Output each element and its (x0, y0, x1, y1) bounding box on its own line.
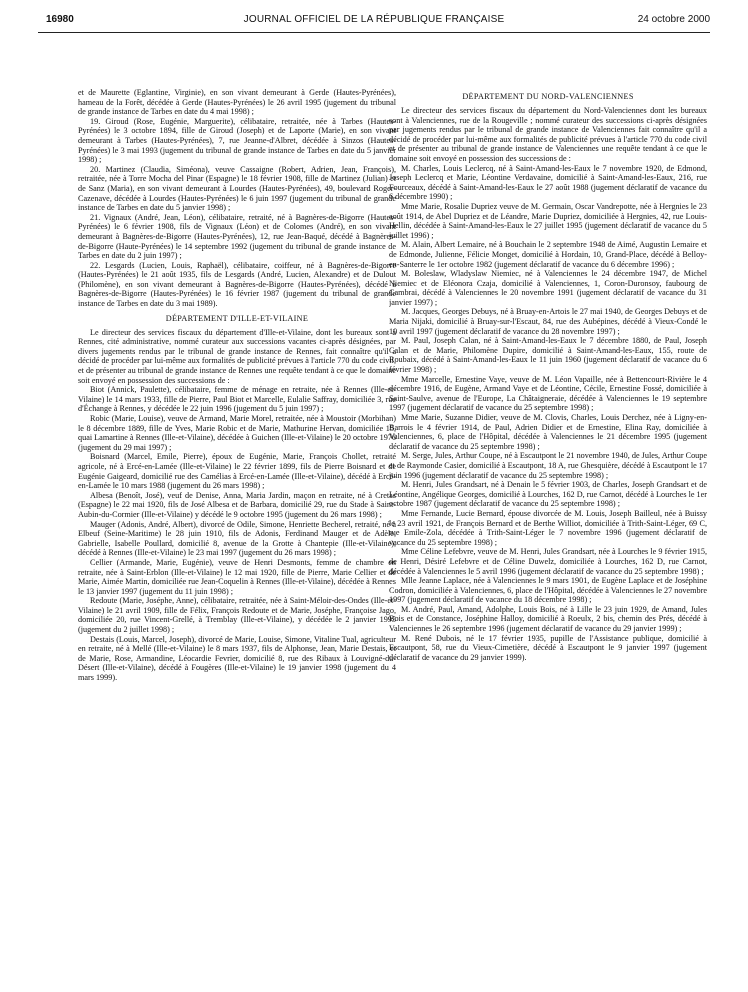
header-rule (38, 32, 710, 33)
entry-paragraph: Cellier (Armande, Marie, Eugénie), veuve de Henri Desmonts, femme de chambre en retraite, née à Saint-Erblon (Ille-et-Vilaine) le 12 mai 1920, fille de Pierre, Marie Cellier et de Marie, Aimée Martin, domiciliée rue Jean-Coquelin à Rennes (Ille-et-Vilaine), décédée à Rennes le 13 janvier 1997 (jugement du 11 juin 1998) ; (78, 557, 396, 596)
entry-paragraph: 22. Lesgards (Lucien, Louis, Raphaël), célibataire, coiffeur, né à Bagnères-de-Bigorre (Hautes-Pyrénées) le 21 août 1935, fils de Lesgards (André, Lucien, Alexandre) et de Dulout (Philomène), en son vivant demeurant à Bagnères-de-Bigorre (Hautes-Pyrénées), décédé à Bagnères-de-Bigorre (Hautes-Pyrénées) le 16 février 1987 (jugement du tribunal de grande instance de Tarbes en date du 3 mai 1989). (78, 260, 396, 309)
entry-paragraph: 21. Vignaux (André, Jean, Léon), célibataire, retraité, né à Bagnères-de-Bigorre (Hautes-Pyrénées) le 6 février 1908, fils de Vignaux (Léon) et de Colomes (André), en son vivant demeurant à Bagnères-de-Bigorre (Hautes-Pyrénées), 12, rue Jean-Baqué, décédé à Bagnères-de-Bigorre (Haute-Pyrénées) le 14 septembre 1992 (jugement du tribunal de grande instance de Tarbes en date du 2 juin 1997) ; (78, 212, 396, 261)
entry-paragraph: M. Serge, Jules, Arthur Coupe, né à Escautpont le 21 novembre 1940, de Jules, Arthur Coupe et de Raymonde Casier, domicilié à Escautpont, 18 A, rue Ghesquière, décédé à Escautpont le 17 juin 1996 (jugement déclaratif de vacance du 25 septembre 1998) ; (389, 451, 707, 480)
entry-paragraph: M. Paul, Joseph Calan, né à Saint-Amand-les-Eaux le 7 décembre 1880, de Paul, Joseph Calan et de Marie, Philomène Dupire, domicilié à Saint-Amand-les-Eaux, 155, route de Roubaix, décédé à Saint-Amand-les-Eaux le 11 juin 1960 (jugement déclaratif de vacance du 6 février 1998) ; (389, 336, 707, 375)
entry-paragraph: Redoute (Marie, Joséphe, Anne), célibataire, retraitée, née à Saint-Méloir-des-Ondes (Ille-et-Vilaine) le 21 avril 1909, fille de Félix, François Redoute et de Marie, Joséphe, Françoise Jago, domiciliée 20, rue Vincent-Grellé, à Tremblay (Ille-et-Vilaine), y décédée le 2 janvier 1995 (jugement du 2 juillet 1998) ; (78, 596, 396, 635)
entry-paragraph: M. André, Paul, Amand, Adolphe, Louis Bois, né à Lille le 23 juin 1929, de Amand, Jules Bois et de Constance, Joséphine Halloy, domicilié à Roeulx, 2 bis, chemin des Prés, décédé à Valenciennes le 26 septembre 1996 (jugement déclaratif de vacance du 29 janvier 1999) ; (389, 604, 707, 634)
entry-paragraph: Boisnard (Marcel, Emile, Pierre), époux de Eugénie, Marie, François Chollet, retraité agricole, né à Ercé-en-Lamée (Ille-et-Vilaine) le 22 février 1899, fils de Pierre Boisnard et de Eugénie Gaigeard, domicilié rue des Camélias à Ercé-en-Lamée (Ille-et-Vilaine), décédé à Ercé-en-Lamée le 10 mars 1988 (jugement du 26 mars 1998) ; (78, 452, 396, 491)
entry-paragraph: 19. Giroud (Rose, Eugénie, Marguerite), célibataire, retraitée, née à Tarbes (Hautes-Pyrénées) le 3 octobre 1894, fille de Giroud (Joseph) et de Laporte (Marie), en son vivant demeurant à Tarbes (Hautes-Pyrénées), 7, rue Jeanne-d'Albret, décédée à Sinzos (Hautes-Pyrénées) le 3 mai 1993 (jugement du tribunal de grande instance de Tarbes en date du 5 janvier 1998) ; (78, 116, 396, 165)
entry-paragraph: Mme Céline Lefebvre, veuve de M. Henri, Jules Grandsart, née à Lourches le 9 février 1915, de Henri, Désiré Lefebvre et de Céline Duwelz, domiciliée à Lourches, 162 D, rue Carnot, décédée à Valenciennes le 5 avril 1996 (jugement déclaratif de vacance du 25 septembre 1998) ; (389, 547, 707, 576)
journal-title: JOURNAL OFFICIEL DE LA RÉPUBLIQUE FRANÇAISE (243, 14, 505, 25)
entry-paragraph: M. Alain, Albert Lemaire, né à Bouchain le 2 septembre 1948 de Aimé, Augustin Lemaire et de Edmonde, Julienne, Félicie Monget, domicilié à Hordain, 10, Grand-Place, décédé à Belloy-en-Santerre le 1er octobre 1982 (jugement déclaratif de vacance du 6 décembre 1996) ; (389, 240, 707, 269)
entry-paragraph: M. René Dubois, né le 17 février 1935, pupille de l'Assistance publique, domicilié à Escautpont, 58, rue du Vieux-Cimetière, décédé à Escautpont le 9 janvier 1997 (jugement déclaratif de vacance du 29 janvier 1999). (389, 633, 707, 662)
section-title-nord-valenciennes: DÉPARTEMENT DU NORD-VALENCIENNES (462, 92, 634, 101)
entry-paragraph: Destais (Louis, Marcel, Joseph), divorcé de Marie, Louise, Simone, Vitaline Tual, agriculteur en retraite, né à Mellé (Ille-et-Vilaine) le 8 mars 1937, fils de Alphonse, Jean, Marie Destais, et de Marie, Rose, Armandine, Léocardie Fevrier, domicilié 8, rue des Ribaux à Louvigné-du-Désert (Ille-et-Vilaine), décédé à Fougères (Ille-et-Vilaine) le 19 janvier 1998 (jugement du 4 mars 1999). (78, 634, 396, 683)
entry-paragraph: Mauger (Adonis, André, Albert), divorcé de Odile, Simone, Henriette Becherel, retraité, né à Elbeuf (Seine-Maritime) le 28 juin 1910, fils de Adonis, Ferdinand Mauger et de Adèle, Gabrielle, Isabelle Poullard, domicilié 8, avenue de la Grotte à Chantepie (Ille-et-Vilaine), décédé à Rennes (Ille-et-Vilaine) le 23 mai 1997 (jugement du 26 mars 1998) ; (78, 519, 396, 558)
entry-paragraph: M. Jacques, Georges Debuys, né à Bruay-en-Artois le 27 mai 1940, de Georges Debuys et de Maria Nijaki, domicilié à Bruay-sur-l'Escaut, 84, rue des Aubépines, décédé à Vieux-Condé le 10 avril 1997 (jugement déclaratif de vacance du 28 novembre 1997) ; (389, 307, 707, 336)
page-number: 16980 (46, 14, 74, 25)
section-intro: Le directeur des services fiscaux du département d'Ille-et-Vilaine, dont les bureaux sont à Rennes, cité administrative, nommé curateur aux successions vacantes ci-après désignées, par divers jugements rendus par le tribunal de grande instance de Rennes, fait connaître qu'il a décidé de procéder par lui-même aux formalités de publicité prévues à l'article 770 du code civil, et de présenter au tribunal de grande instance de Rennes une requête tendant à ce que le domaine soit envoyé en possession des successions de : (78, 327, 396, 385)
entry-paragraph: Biot (Annick, Paulette), célibataire, femme de ménage en retraite, née à Rennes (Ille-et-Vilaine) le 14 mars 1933, fille de Pierre, Paul Biot et Marcelle, Eulalie Saffray, domiciliée 3, rue d'Échange à Rennes, y décédée le 22 juin 1996 (jugement du 5 juin 1997) ; (78, 385, 396, 414)
entry-paragraph: Mme Fernande, Lucie Bernard, épouse divorcée de M. Louis, Joseph Bailleul, née à Buissy le 23 avril 1921, de François Bernard et de Berthe Williot, domiciliée à Trith-Saint-Léger, 69 C, rue Emile-Zola, décédée à Trith-Saint-Léger le 7 novembre 1996 (jugement déclaratif de vacance du 25 septembre 1998) ; (389, 508, 707, 547)
section-title-ille-et-vilaine: DÉPARTEMENT D'ILLE-ET-VILAINE (165, 313, 309, 323)
entry-paragraph: Mlle Jeanne Laplace, née à Valenciennes le 9 mars 1901, de Eugène Laplace et de Joséphine Codron, domiciliée à Valenciennes, 6, place de l'Hôpital, décédée à Valenciennes le 27 novembre 1997 (jugement déclaratif de vacance du 18 décembre 1998) ; (389, 576, 707, 605)
entry-paragraph: Albesa (Benoît, José), veuf de Denise, Anna, Maria Jardin, maçon en retraite, né à Cretas (Espagne) le 22 mai 1920, fils de José Albesa et de Barbara, domicilié 29, rue du Stade à Saint-Aubin-du-Cormier (Ille-et-Vilaine) y décédé le 9 octobre 1995 (jugement du 26 mars 1998) ; (78, 490, 396, 519)
entry-paragraph: 20. Martinez (Claudia, Siméona), veuve Cassaigne (Robert, Adrien, Jean, François), retraitée, née à Torre Mocha del Pinar (Espagne) le 18 février 1908, fille de Martinez (Julian) et de Sanz (Maria), en son vivant demeurant à Lourdes (Hautes-Pyrénées), 49, boulevard Roger-Cazenave, décédée à Lourdes (Hautes-Pyrénées) le 6 juin 1997 (jugement du tribunal de grande instance de Tarbes en date du 5 janvier 1998) ; (78, 164, 396, 213)
entry-paragraph: M. Charles, Louis Leclercq, né à Saint-Amand-les-Eaux le 7 novembre 1920, de Edmond, Joseph Leclercq et Marie, Léontine Verdavaine, domicilié à Saint-Amand-les-Eaux, 216, rue Fourceaux, décédé à Saint-Amand-les-Eaux le 27 août 1988 (jugement déclaratif de vacance du 6 décembre 1990) ; (389, 163, 707, 202)
entry-paragraph: Mme Marie, Rosalie Dupriez veuve de M. Germain, Oscar Vandrepotte, née à Hergnies le 23 août 1914, de Abel Dupriez et de Léandre, Marie Dupriez, domiciliée à Hergnies, 42, rue Louis-Hellin, décédée à Saint-Amand-les-Eaux le 27 juillet 1995 (jugement déclaratif de vacance du 5 juillet 1996) ; (389, 201, 707, 240)
entry-paragraph: Mme Marcelle, Ernestine Vaye, veuve de M. Léon Vapaille, née à Bettencourt-Rivière le 4 décembre 1916, de Eugène, Armand Vaye et de Léontine, Cécile, Ernestine Fossé, domiciliée à Saint-Saulve, avenue de l'Europe, La Châtaigneraie, décédée à Valenciennes le 19 septembre 1997 (jugement déclaratif de vacance du 25 septembre 1998) ; (389, 374, 707, 413)
section-intro: Le directeur des services fiscaux du département du Nord-Valenciennes dont les bureaux sont à Valenciennes, rue de la Rougeville ; nommé curateur des successions ci-après désignées par jugements rendus par le tribunal de grande instance de Valenciennes fait connaître qu'il a décidé de procéder par lui-même aux formalités de publicité prévues à l'article 770 du code civil et de présenter au tribunal de grande instance de Valenciennes une requête tendant à ce que le domaine soit envoyé en possession des successions de : (389, 106, 707, 163)
entry-paragraph: Robic (Marie, Louise), veuve de Armand, Marie Morel, retraitée, née à Moustoir (Morbihan) le 8 décembre 1889, fille de Yves, Marie Robic et de Marie, Mathurine Hervan, domiciliée 15, quai Lamartine à Rennes (Ille-et-Vilaine), décédée à Guichen (Ille-et-Vilaine) le 20 octobre 1976 (jugement du 29 mai 1997) ; (78, 414, 396, 452)
page-header (38, 12, 710, 28)
right-column (389, 92, 707, 992)
entry-paragraph: Mme Marie, Suzanne Didier, veuve de M. Clovis, Charles, Louis Derchez, née à Ligny-en-Barrois le 4 février 1914, de Paul, Adrien Didier et de Ernestine, Elina Ray, domiciliée à Valenciennes, 6, place de l'Hôpital, décédée à Valenciennes le 21 décembre 1995 (jugement déclaratif de vacance du 25 septembre 1998) ; (389, 413, 707, 451)
issue-date: 24 octobre 2000 (637, 14, 710, 25)
entry-paragraph: M. Boleslaw, Wladyslaw Niemiec, né à Valenciennes le 24 décembre 1947, de Michel Niemiec et de Eléonora Czaja, domicilié à Valenciennes, 1, Coron-Duronsoy, faubourg de Cambrai, décédé à Valenciennes le 20 novembre 1991 (jugement déclaratif de vacance du 31 janvier 1997) ; (389, 269, 707, 307)
entry-paragraph: M. Henri, Jules Grandsart, né à Denain le 5 février 1903, de Charles, Joseph Grandsart et de Léontine, Angélique Georges, domicilié à Lourches, 162 D, rue Carnot, décédé à Lourches le 1er octobre 1987 (jugement déclaratif de vacance du 25 septembre 1998) ; (389, 480, 707, 509)
continuation-paragraph: et de Maurette (Eglantine, Virginie), en son vivant demeurant à Gerde (Hautes-Pyrénées), hameau de la Forêt, décédée à Gerde (Hautes-Pyrénées) le 26 avril 1995 (jugement du tribunal de grande instance de Tarbes en date du 4 mai 1998) ; (78, 88, 396, 117)
left-column (78, 88, 396, 988)
